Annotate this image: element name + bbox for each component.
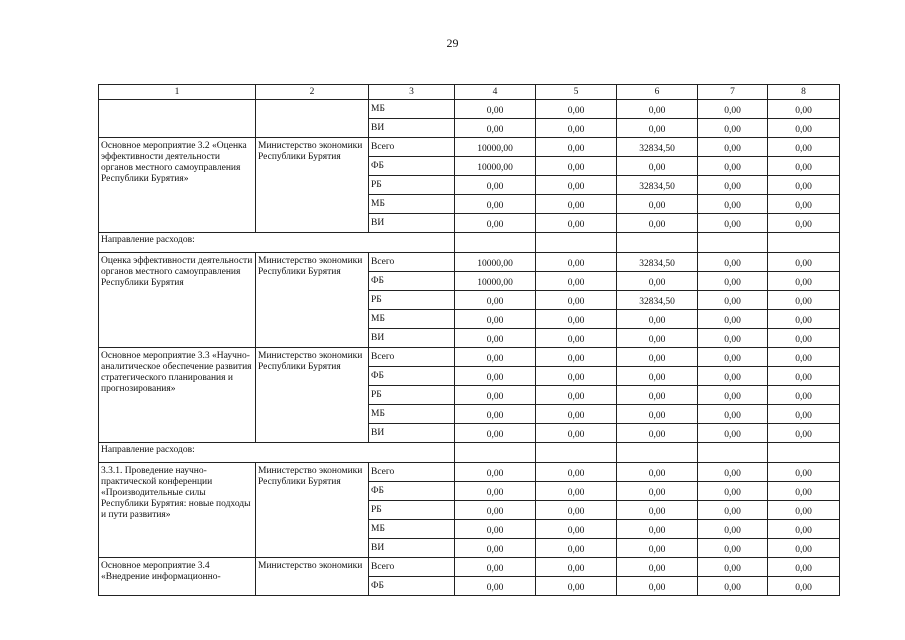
amount-value: 0,00 <box>768 577 840 596</box>
amount-value: 0,00 <box>536 539 617 558</box>
amount-value: 0,00 <box>617 386 698 405</box>
page-number: 29 <box>446 36 459 50</box>
amount-value: 0,00 <box>617 157 698 176</box>
amount-value: 10000,00 <box>455 138 536 157</box>
amount-value: 0,00 <box>768 501 840 520</box>
amount-value: 0,00 <box>768 253 840 272</box>
amount-value: 0,00 <box>698 501 768 520</box>
amount-value: 0,00 <box>768 329 840 348</box>
amount-value: 32834,50 <box>617 176 698 195</box>
amount-value: 0,00 <box>536 291 617 310</box>
amount-value: 0,00 <box>455 310 536 329</box>
amount-value: 0,00 <box>768 424 840 443</box>
expense-direction-row <box>99 233 840 253</box>
amount-value: 0,00 <box>455 291 536 310</box>
amount-value: 0,00 <box>455 195 536 214</box>
amount-value: 0,00 <box>768 482 840 501</box>
amount-value: 0,00 <box>617 272 698 291</box>
funding-row <box>99 138 840 157</box>
amount-value: 0,00 <box>617 463 698 482</box>
amount-value: 0,00 <box>698 138 768 157</box>
funding-source: ВИ <box>369 424 455 443</box>
amount-value: 0,00 <box>698 539 768 558</box>
empty-cell <box>698 233 768 253</box>
amount-value: 0,00 <box>455 424 536 443</box>
amount-value: 0,00 <box>768 386 840 405</box>
amount-value: 0,00 <box>768 272 840 291</box>
amount-value: 0,00 <box>617 405 698 424</box>
amount-value: 0,00 <box>698 272 768 291</box>
budget-table <box>98 84 840 596</box>
activity-name <box>99 100 256 138</box>
expense-direction-label: Направление расходов: <box>99 443 455 463</box>
amount-value: 0,00 <box>536 329 617 348</box>
activity-name: Основное мероприятие 3.3 «Научно-аналитическое обеспечение развития стратегического планирования и прогнозирования» <box>99 348 256 443</box>
funding-source: МБ <box>369 520 455 539</box>
empty-cell <box>536 233 617 253</box>
activity-name: Основное мероприятие 3.2 «Оценка эффективности деятельности органов местного самоуправления Республики Бурятия» <box>99 138 256 233</box>
funding-row <box>99 253 840 272</box>
funding-source: МБ <box>369 100 455 119</box>
amount-value: 0,00 <box>768 176 840 195</box>
activity-name: Оценка эффективности деятельности органов местного самоуправления Республики Бурятия <box>99 253 256 348</box>
funding-source: ФБ <box>369 577 455 596</box>
amount-value: 0,00 <box>455 100 536 119</box>
column-number: 8 <box>768 85 840 100</box>
funding-source: Всего <box>369 348 455 367</box>
amount-value: 0,00 <box>455 405 536 424</box>
amount-value: 0,00 <box>768 195 840 214</box>
amount-value: 0,00 <box>768 367 840 386</box>
amount-value: 0,00 <box>768 463 840 482</box>
amount-value: 0,00 <box>536 386 617 405</box>
column-number: 1 <box>99 85 256 100</box>
funding-source: ВИ <box>369 119 455 138</box>
funding-source: ФБ <box>369 272 455 291</box>
executor-name <box>256 100 369 138</box>
amount-value: 0,00 <box>698 424 768 443</box>
amount-value: 0,00 <box>698 310 768 329</box>
amount-value: 0,00 <box>536 272 617 291</box>
funding-source: ВИ <box>369 539 455 558</box>
amount-value: 0,00 <box>536 577 617 596</box>
activity-name: Основное мероприятие 3.4 «Внедрение информационно- <box>99 558 256 596</box>
funding-source: РБ <box>369 386 455 405</box>
amount-value: 0,00 <box>698 558 768 577</box>
executor-name: Министерство экономики Республики Бурятия <box>256 138 369 233</box>
amount-value: 0,00 <box>536 157 617 176</box>
amount-value: 0,00 <box>455 367 536 386</box>
executor-name: Министерство экономики <box>256 558 369 596</box>
amount-value: 32834,50 <box>617 291 698 310</box>
amount-value: 0,00 <box>617 329 698 348</box>
amount-value: 0,00 <box>698 367 768 386</box>
amount-value: 10000,00 <box>455 272 536 291</box>
column-number: 5 <box>536 85 617 100</box>
amount-value: 0,00 <box>698 291 768 310</box>
amount-value: 0,00 <box>536 119 617 138</box>
amount-value: 0,00 <box>698 176 768 195</box>
amount-value: 0,00 <box>768 100 840 119</box>
amount-value: 0,00 <box>768 291 840 310</box>
amount-value: 0,00 <box>455 329 536 348</box>
empty-cell <box>455 443 536 463</box>
funding-source: ФБ <box>369 367 455 386</box>
amount-value: 0,00 <box>698 119 768 138</box>
amount-value: 0,00 <box>617 310 698 329</box>
column-number: 7 <box>698 85 768 100</box>
funding-source: Всего <box>369 463 455 482</box>
amount-value: 0,00 <box>536 501 617 520</box>
column-number: 2 <box>256 85 369 100</box>
amount-value: 0,00 <box>768 157 840 176</box>
amount-value: 0,00 <box>455 119 536 138</box>
executor-name: Министерство экономики Республики Бурятия <box>256 463 369 558</box>
amount-value: 0,00 <box>536 348 617 367</box>
amount-value: 0,00 <box>617 119 698 138</box>
amount-value: 0,00 <box>455 577 536 596</box>
amount-value: 0,00 <box>536 558 617 577</box>
amount-value: 0,00 <box>617 539 698 558</box>
empty-cell <box>698 443 768 463</box>
empty-cell <box>617 443 698 463</box>
amount-value: 0,00 <box>768 539 840 558</box>
amount-value: 0,00 <box>617 195 698 214</box>
empty-cell <box>455 233 536 253</box>
amount-value: 0,00 <box>698 348 768 367</box>
amount-value: 0,00 <box>455 176 536 195</box>
amount-value: 0,00 <box>536 195 617 214</box>
amount-value: 0,00 <box>698 195 768 214</box>
funding-row <box>99 463 840 482</box>
amount-value: 0,00 <box>698 214 768 233</box>
funding-row <box>99 348 840 367</box>
amount-value: 0,00 <box>698 463 768 482</box>
amount-value: 0,00 <box>536 520 617 539</box>
funding-source: Всего <box>369 253 455 272</box>
amount-value: 0,00 <box>698 100 768 119</box>
funding-row <box>99 100 840 119</box>
empty-cell <box>617 233 698 253</box>
amount-value: 0,00 <box>536 424 617 443</box>
amount-value: 10000,00 <box>455 157 536 176</box>
funding-row <box>99 558 840 577</box>
amount-value: 0,00 <box>536 176 617 195</box>
funding-source: ВИ <box>369 214 455 233</box>
amount-value: 0,00 <box>617 100 698 119</box>
amount-value: 0,00 <box>768 138 840 157</box>
funding-source: МБ <box>369 310 455 329</box>
amount-value: 0,00 <box>768 348 840 367</box>
column-number: 6 <box>617 85 698 100</box>
amount-value: 0,00 <box>617 482 698 501</box>
activity-name: 3.3.1. Проведение научно-практической конференции «Производительные силы Республики Бурятия: новые подходы и пути развития» <box>99 463 256 558</box>
empty-cell <box>768 443 840 463</box>
funding-source: РБ <box>369 501 455 520</box>
amount-value: 0,00 <box>617 520 698 539</box>
executor-name: Министерство экономики Республики Бурятия <box>256 348 369 443</box>
amount-value: 0,00 <box>617 367 698 386</box>
executor-name: Министерство экономики Республики Бурятия <box>256 253 369 348</box>
amount-value: 0,00 <box>698 253 768 272</box>
funding-source: ФБ <box>369 482 455 501</box>
amount-value: 0,00 <box>455 520 536 539</box>
amount-value: 0,00 <box>617 577 698 596</box>
expense-direction-label: Направление расходов: <box>99 233 455 253</box>
amount-value: 0,00 <box>536 405 617 424</box>
column-number: 3 <box>369 85 455 100</box>
amount-value: 0,00 <box>698 482 768 501</box>
empty-cell <box>536 443 617 463</box>
amount-value: 0,00 <box>455 558 536 577</box>
amount-value: 0,00 <box>768 310 840 329</box>
amount-value: 0,00 <box>536 310 617 329</box>
amount-value: 0,00 <box>536 100 617 119</box>
amount-value: 0,00 <box>455 501 536 520</box>
funding-source: Всего <box>369 138 455 157</box>
amount-value: 10000,00 <box>455 253 536 272</box>
amount-value: 32834,50 <box>617 138 698 157</box>
funding-source: ФБ <box>369 157 455 176</box>
amount-value: 0,00 <box>698 157 768 176</box>
amount-value: 0,00 <box>455 463 536 482</box>
amount-value: 0,00 <box>768 558 840 577</box>
amount-value: 0,00 <box>698 329 768 348</box>
amount-value: 0,00 <box>536 138 617 157</box>
funding-source: РБ <box>369 291 455 310</box>
amount-value: 0,00 <box>617 424 698 443</box>
amount-value: 0,00 <box>768 119 840 138</box>
amount-value: 0,00 <box>455 214 536 233</box>
amount-value: 0,00 <box>768 214 840 233</box>
amount-value: 32834,50 <box>617 253 698 272</box>
amount-value: 0,00 <box>617 214 698 233</box>
column-number: 4 <box>455 85 536 100</box>
funding-source: МБ <box>369 195 455 214</box>
funding-source: ВИ <box>369 329 455 348</box>
amount-value: 0,00 <box>768 405 840 424</box>
amount-value: 0,00 <box>768 520 840 539</box>
column-number-row <box>99 85 840 100</box>
amount-value: 0,00 <box>536 367 617 386</box>
amount-value: 0,00 <box>698 386 768 405</box>
expense-direction-row <box>99 443 840 463</box>
amount-value: 0,00 <box>536 253 617 272</box>
amount-value: 0,00 <box>536 463 617 482</box>
amount-value: 0,00 <box>617 501 698 520</box>
amount-value: 0,00 <box>536 482 617 501</box>
amount-value: 0,00 <box>617 558 698 577</box>
amount-value: 0,00 <box>698 520 768 539</box>
amount-value: 0,00 <box>698 577 768 596</box>
funding-source: Всего <box>369 558 455 577</box>
amount-value: 0,00 <box>617 348 698 367</box>
amount-value: 0,00 <box>455 482 536 501</box>
empty-cell <box>768 233 840 253</box>
funding-source: РБ <box>369 176 455 195</box>
budget-table-body <box>99 85 840 596</box>
amount-value: 0,00 <box>536 214 617 233</box>
amount-value: 0,00 <box>698 405 768 424</box>
amount-value: 0,00 <box>455 386 536 405</box>
amount-value: 0,00 <box>455 348 536 367</box>
amount-value: 0,00 <box>455 539 536 558</box>
funding-source: МБ <box>369 405 455 424</box>
